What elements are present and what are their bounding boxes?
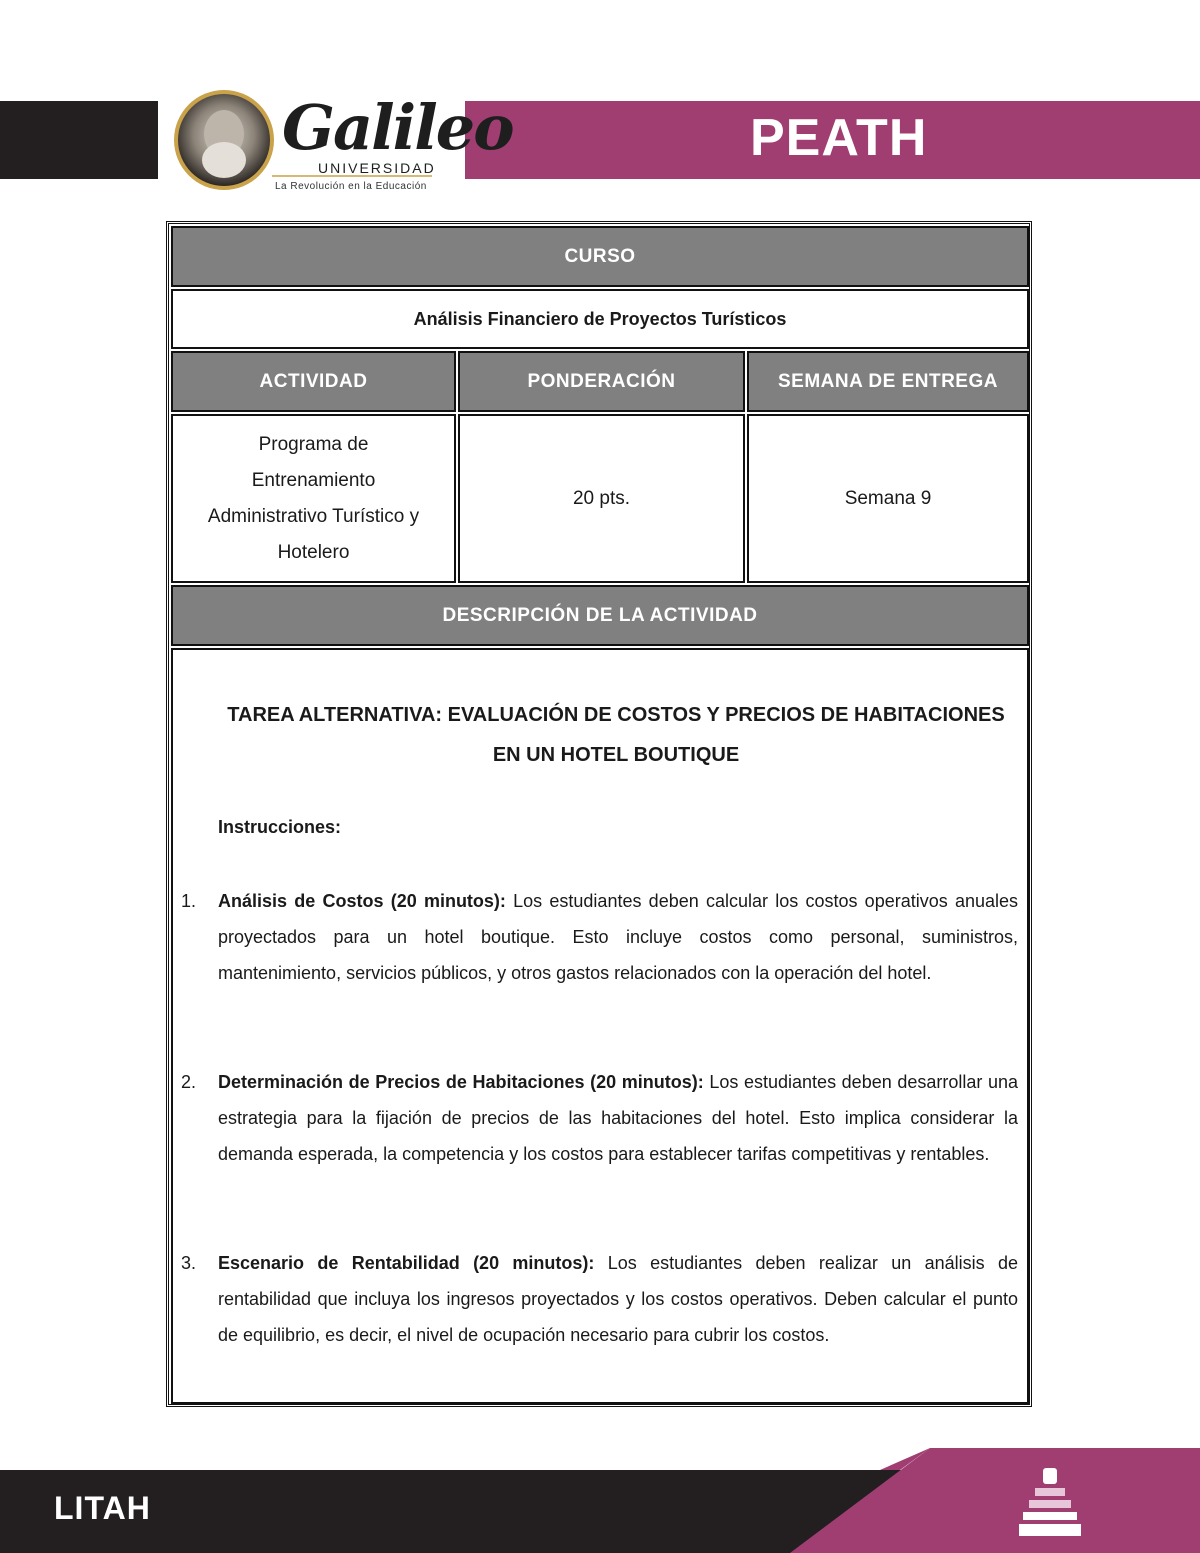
activity-line: Programa de — [258, 433, 369, 455]
item-heading: Escenario de Rentabilidad (20 minutos): — [218, 1253, 595, 1273]
item-heading: Determinación de Precios de Habitaciones (20 minutos): — [218, 1072, 704, 1092]
activity-line: Hotelero — [277, 541, 350, 563]
course-name: Análisis Financiero de Proyectos Turísticos — [413, 308, 787, 329]
item-number: 2. — [181, 1072, 197, 1092]
program-title: PEATH — [750, 109, 928, 167]
activity-line: Entrenamiento — [251, 469, 376, 491]
footer-label: LITAH — [54, 1490, 151, 1526]
activity-label: ACTIVIDAD — [259, 370, 368, 392]
task-title-line: TAREA ALTERNATIVA: EVALUACIÓN DE COSTOS Y PRECIOS DE HABITACIONES — [227, 704, 1005, 726]
item-number: 1. — [181, 891, 197, 911]
item-heading: Análisis de Costos (20 minutos): — [218, 891, 506, 911]
logo-wordmark: Galileo — [282, 91, 513, 164]
week-value: Semana 9 — [844, 487, 932, 509]
logo-subtitle: UNIVERSIDAD — [318, 160, 436, 176]
item-text: Los estudiantes deben realizar un análisis de rentabilidad que incluya los ingresos proyectados y los costos operativos. Deben calcular el punto de equilibrio, es decir, el nivel de ocupación necesario para cubrir los costos. — [218, 1253, 1018, 1345]
item-text: Los estudiantes deben desarrollar una estrategia para la fijación de precios de las habitaciones del hotel. Esto implica considerar la demanda esperada, la competencia y los costos para establecer tarifas competitivas y rentables. — [218, 1072, 1019, 1164]
instructions-label: Instrucciones: — [218, 817, 342, 837]
item-text: Los estudiantes deben calcular los costos operativos anuales proyectados para un hotel boutique. Esto incluye costos como personal, suministros, mantenimiento, servicios públicos, y otros gastos relacionados con la operación del hotel. — [218, 891, 1019, 983]
task-title-line: EN UN HOTEL BOUTIQUE — [492, 744, 740, 766]
activity-line: Administrativo Turístico y — [207, 505, 420, 527]
logo-tagline: La Revolución en la Educación — [275, 181, 427, 192]
item-number: 3. — [181, 1253, 197, 1273]
weight-value: 20 pts. — [572, 487, 631, 509]
weight-label: PONDERACIÓN — [527, 370, 676, 392]
course-label: CURSO — [564, 245, 636, 267]
description-label: DESCRIPCIÓN DE LA ACTIVIDAD — [442, 604, 758, 626]
week-label: SEMANA DE ENTREGA — [778, 370, 998, 392]
